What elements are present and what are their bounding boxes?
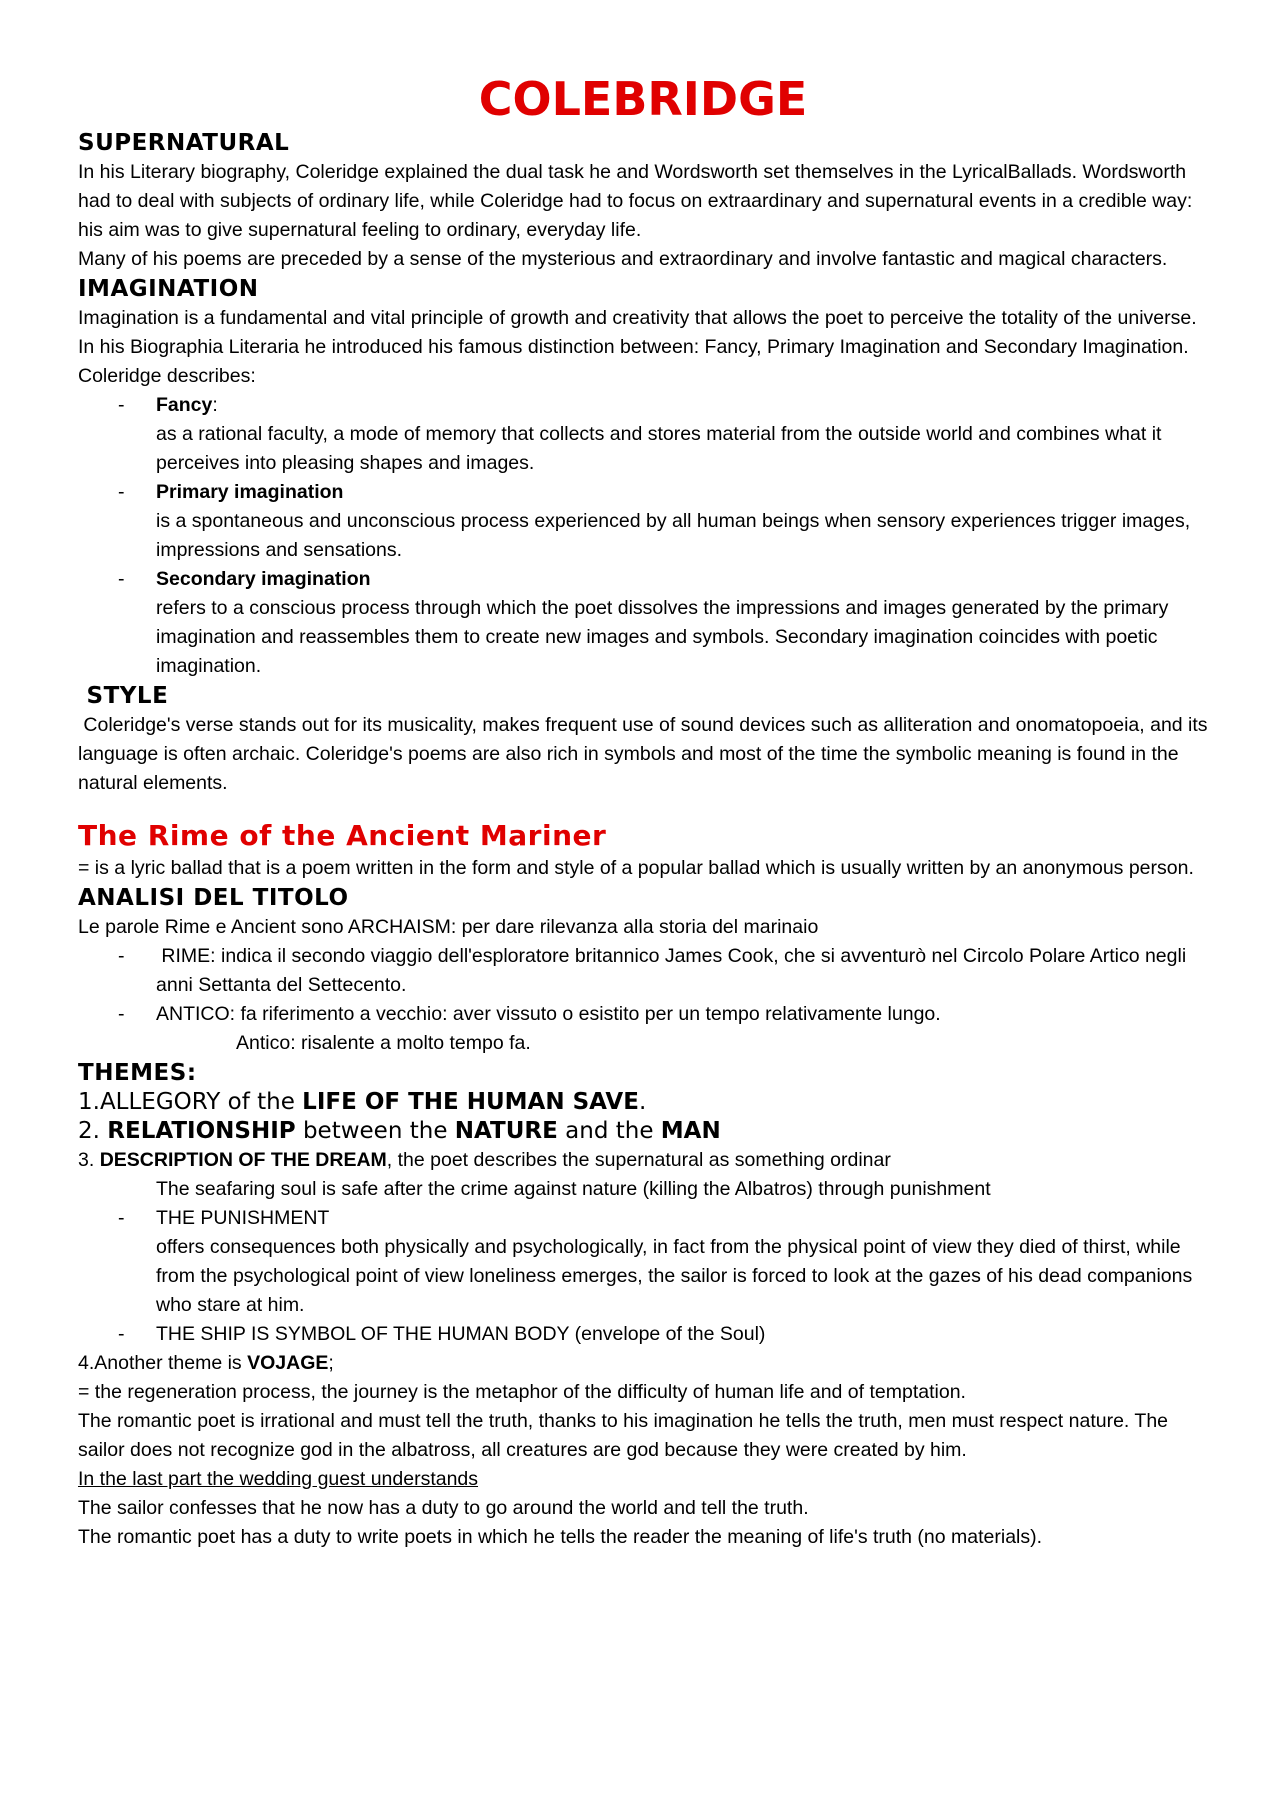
paragraph: Coleridge describes: (78, 365, 256, 387)
list-item-desc: refers to a conscious process through which the poet dissolves the impressions and images generated by the primary imagination and reassembles them to create new images and symbols. Secondary imagination coincides with poetic imagination. (156, 597, 1169, 677)
list-item-secondary (78, 565, 1208, 594)
paragraph: In his Biographia Literaria he introduced his famous distinction between: Fancy, Primary Imagination and Secondary Imagination. (78, 336, 1189, 358)
paragraph: The romantic poet is irrational and must tell the truth, thanks to his imagination he tells the truth, men must respect nature. The sailor does not recognize god in the albatross, all creatures are god because they were created by him. (78, 1410, 1169, 1461)
paragraph: The romantic poet has a duty to write poets in which he tells the reader the meaning of life's truth (no materials). (78, 1526, 1043, 1548)
term: Secondary imagination (156, 568, 371, 590)
document-page (78, 70, 1213, 1552)
term: Fancy (156, 394, 213, 416)
list-item-punishment: - THE PUNISHMENT (78, 1204, 1208, 1233)
paragraph: Many of his poems are preceded by a sense of the mysterious and extraordinary and involve fantastic and magical characters. (78, 248, 1168, 270)
heading-analisi: ANALISI DEL TITOLO (78, 885, 349, 911)
list-item-fancy: - Fancy: (78, 391, 1208, 420)
paragraph: = is a lyric ballad that is a poem written in the form and style of a popular ballad which is usually written by an anonymous person. (78, 857, 1194, 879)
theme-3-sub: The seafaring soul is safe after the crime against nature (killing the Albatros) through punishment (156, 1178, 991, 1200)
paragraph: Coleridge's verse stands out for its musicality, makes frequent use of sound devices such as alliteration and onomatopoeia, and its language is often archaic. Coleridge's poems are also rich in symbols and most of the time the symbolic meaning is found in the natural elements. (78, 714, 1213, 794)
heading-supernatural: SUPERNATURAL (78, 130, 290, 156)
theme-2: 2. RELATIONSHIP between the NATURE and the MAN (78, 1118, 721, 1144)
list-item-desc: Antico: risalente a molto tempo fa. (236, 1032, 531, 1054)
paragraph: Imagination is a fundamental and vital principle of growth and creativity that allows the poet to perceive the totality of the universe. (78, 307, 1197, 329)
heading-themes: THEMES: (78, 1060, 197, 1086)
heading-style: STYLE (78, 683, 169, 709)
list-item: - ANTICO: fa riferimento a vecchio: aver vissuto o esistito per un tempo relativamente lungo. (78, 1000, 1208, 1029)
paragraph: In his Literary biography, Coleridge explained the dual task he and Wordsworth set themselves in the LyricalBallads. Wordsworth had to deal with subjects of ordinary life, while Coleridge had to focus on extraardinary and supernatural events in a credible way: his aim was to give supernatural feeling to ordinary, everyday life. (78, 161, 1193, 241)
paragraph: = the regeneration process, the journey is the metaphor of the difficulty of human life and of temptation. (78, 1381, 966, 1403)
list-item-ship: - THE SHIP IS SYMBOL OF THE HUMAN BODY (envelope of the Soul) (78, 1320, 1208, 1349)
heading-imagination: IMAGINATION (78, 276, 259, 302)
heading-rime: The Rime of the Ancient Mariner (78, 819, 607, 852)
page-title: COLEBRIDGE (478, 72, 808, 126)
theme-1: 1.ALLEGORY of the LIFE OF THE HUMAN SAVE. (78, 1089, 647, 1115)
theme-3: 3. DESCRIPTION OF THE DREAM, the poet describes the supernatural as something ordinar (78, 1149, 891, 1171)
paragraph: Le parole Rime e Ancient sono ARCHAISM: per dare rilevanza alla storia del marinaio (78, 916, 819, 938)
list-item-desc: is a spontaneous and unconscious process experienced by all human beings when sensory experiences trigger images, impressions and sensations. (156, 510, 1191, 561)
paragraph-underlined: In the last part the wedding guest understands (78, 1468, 479, 1490)
paragraph: The sailor confesses that he now has a duty to go around the world and tell the truth. (78, 1497, 809, 1519)
term: Primary imagination (156, 481, 344, 503)
list-item: - RIME: indica il secondo viaggio dell'esploratore britannico James Cook, che si avventurò nel Circolo Polare Artico negli anni Settanta del Settecento. (78, 942, 1208, 1000)
theme-4: 4.Another theme is VOJAGE; (78, 1352, 334, 1374)
list-item-desc: as a rational faculty, a mode of memory that collects and stores material from the outside world and combines what it perceives into pleasing shapes and images. (156, 423, 1162, 474)
list-item-primary (78, 478, 1208, 507)
list-item-desc: offers consequences both physically and psychologically, in fact from the physical point of view they died of thirst, while from the psychological point of view loneliness emerges, the sailor is forced to look at the gazes of his dead companions who stare at him. (156, 1236, 1193, 1316)
